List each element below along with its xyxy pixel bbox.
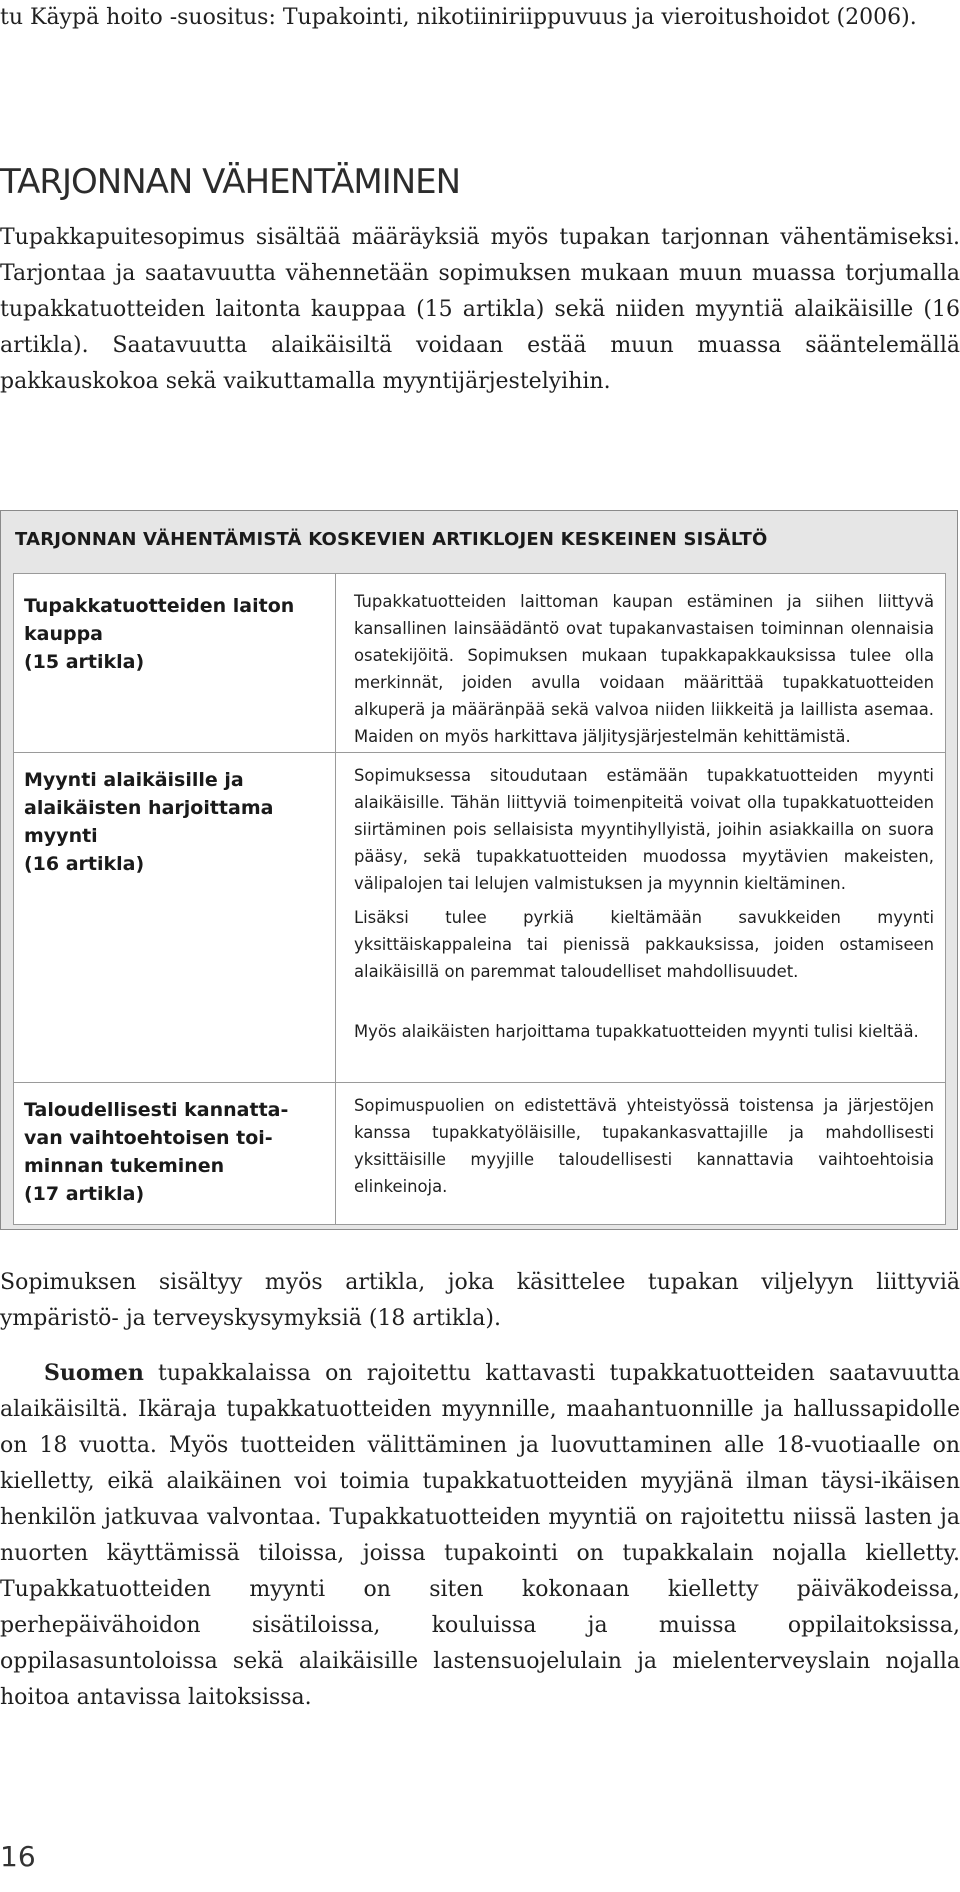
row-text-article-15: Tupakkatuotteiden laittoman kaupan estäminen ja siihen liittyvä kansallinen lainsäädäntö ovat tupakanvastaisen toiminnan olennaisia osatekijöitä. Sopimuksen mukaan tupakkapakkauksissa tulee olla merkinnät, joiden avulla voidaan määrittää tupakkatuotteiden alkuperä ja määränpää sekä valvoa niiden liikkeitä ja laillista asemaa. Maiden on myös harkittava jäljitysjärjestelmän kehittämistä. xyxy=(354,592,934,746)
articles-content-column xyxy=(336,574,947,1224)
intro-reference: tu Käypä hoito -suositus: Tupakointi, nikotiiniriippuvuus ja vieroitushoidot (2006). xyxy=(0,5,917,30)
row-label-article-17: Taloudellisesti kannatta- van vaihtoehtoisen toi- minnan tukeminen (17 artikla) xyxy=(24,1099,289,1205)
articles-label-column xyxy=(14,574,336,1224)
paragraph-article-18: Sopimuksen sisältyy myös artikla, joka käsittelee tupakan viljelyyn liittyviä ympäristö- ja terveyskysymyksiä (18 artikla). xyxy=(0,1270,960,1331)
paragraph-lead-word: Suomen xyxy=(44,1360,144,1386)
articles-table xyxy=(13,573,946,1225)
box-title: TARJONNAN VÄHENTÄMISTÄ KOSKEVIEN ARTIKLOJEN KESKEINEN SISÄLTÖ xyxy=(15,529,768,550)
paragraph-finnish-law xyxy=(0,1355,960,1716)
row-text-article-16-a: Sopimuksessa sitoudutaan estämään tupakkatuotteiden myynti alaikäisille. Tähän liittyviä toimenpiteitä voivat olla tupakkatuotteiden siirtäminen pois sellaisista myyntihyllyistä, joihin asiakkailla on suora pääsy, sekä tupakkatuotteiden muodossa myytävien makeisten, välipalojen tai lelujen valmistuksen ja myynnin kieltäminen. xyxy=(354,766,934,893)
page-number: 16 xyxy=(0,1840,36,1873)
row-label-article-15: Tupakkatuotteiden laiton kauppa (15 artikla) xyxy=(24,595,295,673)
row-text-article-16-c: Myös alaikäisten harjoittama tupakkatuotteiden myynti tulisi kieltää. xyxy=(354,1022,919,1041)
section-heading: TARJONNAN VÄHENTÄMINEN xyxy=(0,162,461,202)
row-text-article-16-b: Lisäksi tulee pyrkiä kieltämään savukkeiden myynti yksittäiskappaleina tai pienissä pakkauksissa, joiden ostamiseen alaikäisillä on paremmat taloudelliset mahdollisuudet. xyxy=(354,908,934,981)
paragraph-supply-reduction: Tupakkapuitesopimus sisältää määräyksiä myös tupakan tarjonnan vähentämiseksi. Tarjontaa ja saatavuutta vähennetään sopimuksen mukaan muun muassa torjumalla tupakkatuotteiden laitonta kauppaa (15 artikla) sekä niiden myyntiä alaikäisille (16 artikla). Saatavuutta alaikäisiltä voidaan estää muun muassa sääntelemällä pakkauskokoa sekä vaikuttamalla myyntijärjestelyihin. xyxy=(0,225,960,394)
paragraph-body: tupakkalaissa on rajoitettu kattavasti tupakkatuotteiden saatavuutta alaikäisiltä. Ikäraja tupakkatuotteiden myynnille, maahantuonnille ja hallussapidolle on 18 vuotta. Myös tuotteiden välittäminen ja luovuttaminen alle 18-vuotiaalle on kielletty, eikä alaikäinen voi toimia tupakkatuotteiden myyjänä ilman täysi-ikäisen henkilön jatkuvaa valvontaa. Tupakkatuotteiden myyntiä on rajoitettu niissä lasten ja nuorten käyttämissä tiloissa, joissa tupakointi on tupakkalain nojalla kielletty. Tupakkatuotteiden myynti on siten kokonaan kielletty päiväkodeissa, perhepäivähoidon sisätiloissa, kouluissa ja muissa oppilaitoksissa, oppilasasuntoloissa sekä alaikäisille lastensuojelulain ja mielenterveyslain nojalla hoitoa antavissa laitoksissa. xyxy=(0,1361,960,1710)
articles-summary-box xyxy=(0,510,958,1230)
row-text-article-17: Sopimuspuolien on edistettävä yhteistyössä toistensa ja järjestöjen kanssa tupakkatyöläisille, tupakankasvattajille ja mahdollisesti yksittäisille myyjille taloudellisesti kannattavia vaihtoehtoisia elinkeinoja. xyxy=(354,1096,934,1196)
row-label-article-16: Myynti alaikäisille ja alaikäisten harjoittama myynti (16 artikla) xyxy=(24,769,274,875)
